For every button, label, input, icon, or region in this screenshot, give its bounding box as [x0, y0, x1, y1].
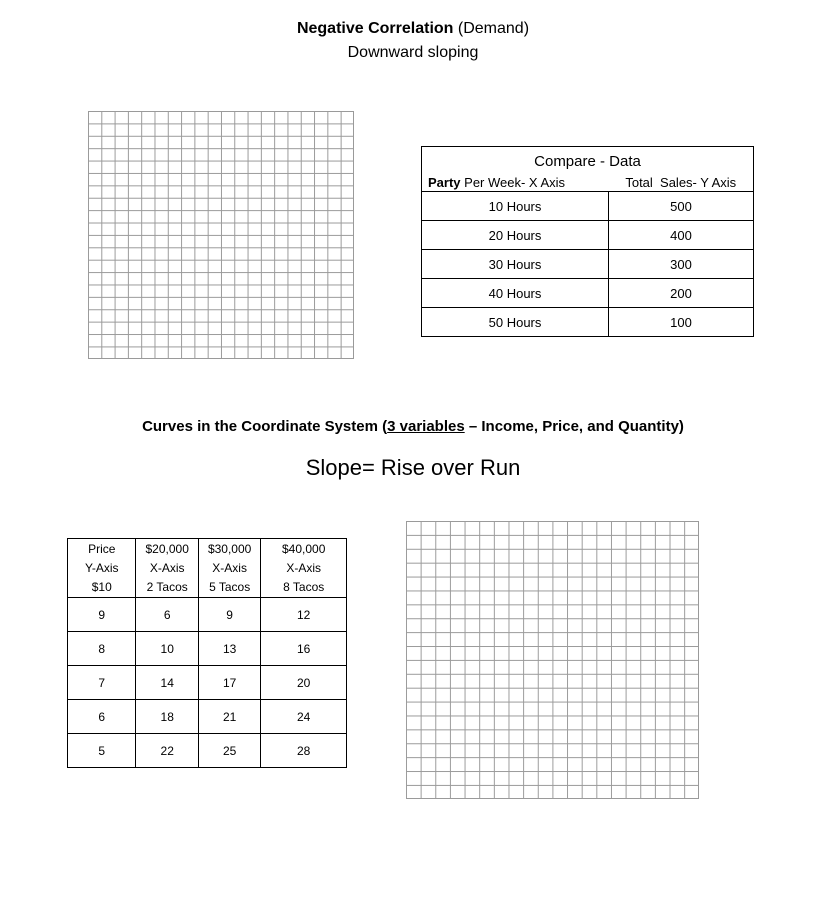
- sales-cell: 200: [609, 279, 754, 308]
- header-cell: Price: [68, 539, 136, 559]
- header-row: [68, 558, 347, 577]
- compare-header-row: [422, 173, 754, 192]
- hours-cell: 10 Hours: [422, 192, 609, 221]
- table-row: [68, 598, 347, 632]
- page-title: [0, 18, 816, 40]
- quantity-cell: 17: [198, 666, 260, 700]
- table-row: [422, 308, 754, 337]
- curves-heading-post: – Income, Price, and Quantity): [464, 418, 684, 435]
- header-cell: $10: [68, 577, 136, 598]
- header-cell: 5 Tacos: [198, 577, 260, 598]
- quantity-cell: 22: [136, 734, 198, 768]
- graph-grid-top: [88, 111, 354, 359]
- header-cell: 2 Tacos: [136, 577, 198, 598]
- price-cell: 9: [68, 598, 136, 632]
- header-cell: $40,000: [281, 541, 326, 556]
- quantity-cell: 9: [198, 598, 260, 632]
- price-cell: 8: [68, 632, 136, 666]
- table-row: [422, 250, 754, 279]
- header-cell: X-Axis: [286, 560, 322, 575]
- table-row: [422, 221, 754, 250]
- hours-cell: 40 Hours: [422, 279, 609, 308]
- slope-formula: Slope= Rise over Run: [305, 455, 521, 480]
- quantity-cell: 21: [198, 700, 260, 734]
- quantity-cell: 12: [261, 598, 347, 632]
- curves-heading-pre: Curves in the Coordinate System (: [142, 418, 388, 435]
- quantity-cell: 14: [136, 666, 198, 700]
- quantity-cell: 10: [136, 632, 198, 666]
- col1-bold: Party: [428, 174, 461, 190]
- quantity-cell: 18: [136, 700, 198, 734]
- sales-cell: 300: [609, 250, 754, 279]
- compare-data-table: [421, 146, 754, 337]
- table-row: [422, 279, 754, 308]
- sales-cell: 500: [609, 192, 754, 221]
- table-row: [68, 700, 347, 734]
- quantity-cell: 24: [261, 700, 347, 734]
- table-row: [68, 666, 347, 700]
- header-cell: $30,000: [198, 539, 260, 559]
- compare-col1-header: [422, 173, 609, 192]
- quantity-cell: 20: [261, 666, 347, 700]
- header-cell: X-Axis: [198, 558, 260, 577]
- price-cell: 5: [68, 734, 136, 768]
- quantity-cell: 6: [136, 598, 198, 632]
- tacos-table: [67, 538, 347, 768]
- header-row: [68, 539, 347, 559]
- quantity-cell: 16: [261, 632, 347, 666]
- sales-cell: 100: [670, 314, 692, 330]
- header-cell: X-Axis: [136, 558, 198, 577]
- compare-caption: Compare - Data: [534, 152, 641, 170]
- hours-cell: 30 Hours: [422, 250, 609, 279]
- col1-rest: Per Week- X Axis: [464, 174, 566, 190]
- curves-heading: [0, 417, 816, 437]
- header-cell: 8 Tacos: [261, 577, 347, 598]
- quantity-cell: 28: [297, 743, 311, 758]
- quantity-cell: 13: [198, 632, 260, 666]
- hours-cell: 20 Hours: [422, 221, 609, 250]
- graph-grid-bottom: [406, 521, 699, 799]
- title-rest: (Demand): [457, 20, 530, 37]
- price-cell: 7: [68, 666, 136, 700]
- hours-cell: 50 Hours: [422, 308, 609, 337]
- header-cell: Y-Axis: [68, 558, 136, 577]
- compare-col2-header: Total Sales- Y Axis: [609, 173, 754, 192]
- table-row: [68, 734, 347, 768]
- title-bold: Negative Correlation: [296, 20, 454, 37]
- sales-cell: 400: [609, 221, 754, 250]
- header-row: [68, 577, 347, 598]
- page-subtitle: Downward sloping: [347, 44, 479, 61]
- table-row: [422, 192, 754, 221]
- curves-heading-underlined: 3 variables: [387, 418, 465, 435]
- quantity-cell: 25: [198, 734, 260, 768]
- price-cell: 6: [68, 700, 136, 734]
- header-cell: $20,000: [136, 539, 198, 559]
- table-row: [68, 632, 347, 666]
